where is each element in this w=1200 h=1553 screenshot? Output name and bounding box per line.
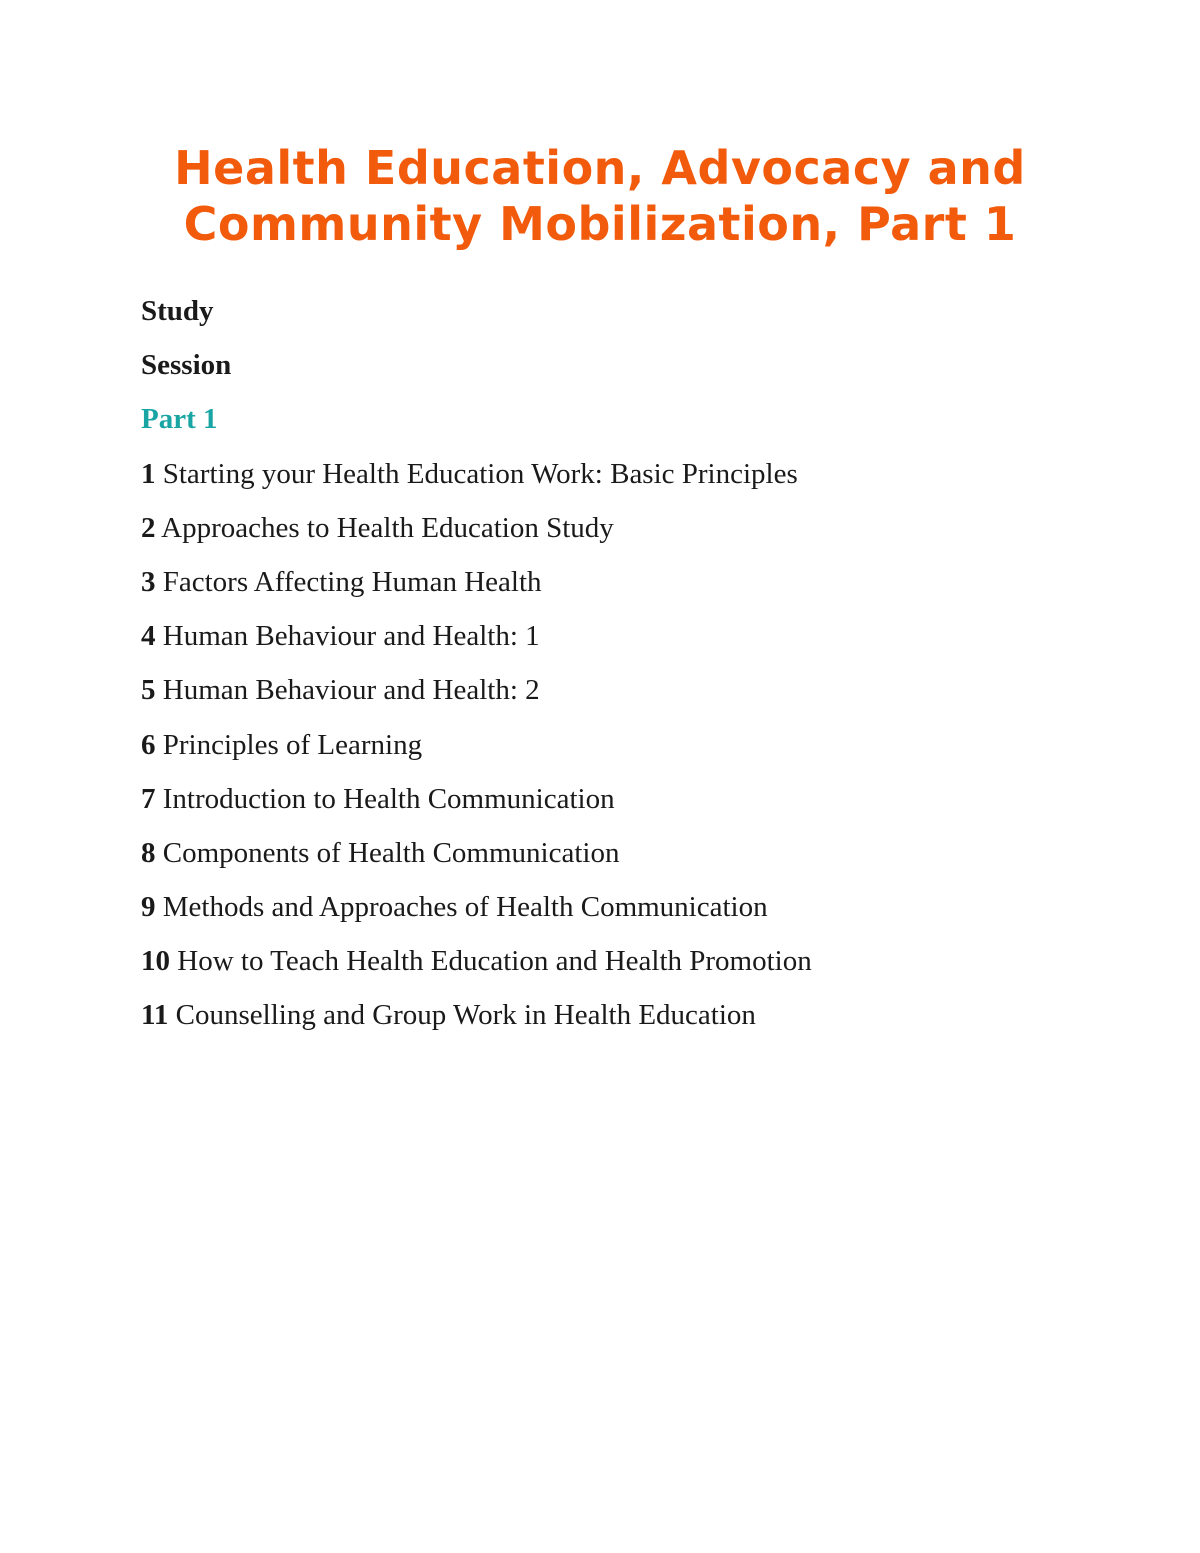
session-number: 9 bbox=[141, 891, 156, 924]
session-label: Session bbox=[141, 349, 232, 382]
list-item bbox=[141, 507, 1141, 561]
list-item bbox=[141, 994, 1141, 1048]
session-title: Introduction to Health Communication bbox=[162, 782, 615, 815]
title-line-2: Community Mobilization, Part 1 bbox=[183, 197, 1017, 251]
title-line-1: Health Education, Advocacy and bbox=[174, 141, 1026, 195]
session-title: Human Behaviour and Health: 2 bbox=[162, 674, 540, 707]
list-item bbox=[141, 669, 1141, 723]
session-number: 2 bbox=[141, 511, 156, 544]
list-item bbox=[141, 615, 1141, 669]
session-number: 7 bbox=[141, 782, 156, 815]
session-number: 3 bbox=[141, 565, 156, 598]
session-title: Starting your Health Education Work: Basic Principles bbox=[162, 457, 798, 490]
session-title: Factors Affecting Human Health bbox=[162, 565, 542, 598]
session-title: How to Teach Health Education and Health Promotion bbox=[177, 945, 812, 978]
list-item bbox=[141, 724, 1141, 778]
session-number: 1 bbox=[141, 457, 156, 490]
list-item bbox=[141, 886, 1141, 940]
list-item bbox=[141, 832, 1141, 886]
document-title bbox=[0, 140, 1200, 252]
session-title: Human Behaviour and Health: 1 bbox=[162, 620, 540, 653]
session-contents bbox=[141, 290, 1141, 1049]
session-number: 11 bbox=[141, 999, 169, 1032]
session-number: 8 bbox=[141, 836, 156, 869]
session-title: Methods and Approaches of Health Communication bbox=[162, 891, 768, 924]
list-item bbox=[141, 453, 1141, 507]
session-number: 10 bbox=[141, 945, 170, 978]
list-item bbox=[141, 940, 1141, 994]
session-title: Components of Health Communication bbox=[162, 836, 620, 869]
list-item bbox=[141, 778, 1141, 832]
session-number: 5 bbox=[141, 674, 156, 707]
study-label: Study bbox=[141, 295, 214, 327]
part-label: Part 1 bbox=[141, 403, 218, 436]
session-title: Principles of Learning bbox=[162, 728, 423, 761]
session-number: 6 bbox=[141, 728, 156, 761]
session-title: Counselling and Group Work in Health Education bbox=[175, 999, 756, 1032]
session-list bbox=[141, 453, 1141, 1049]
list-item bbox=[141, 561, 1141, 615]
session-title: Approaches to Health Education Study bbox=[161, 511, 614, 544]
session-number: 4 bbox=[141, 620, 156, 653]
